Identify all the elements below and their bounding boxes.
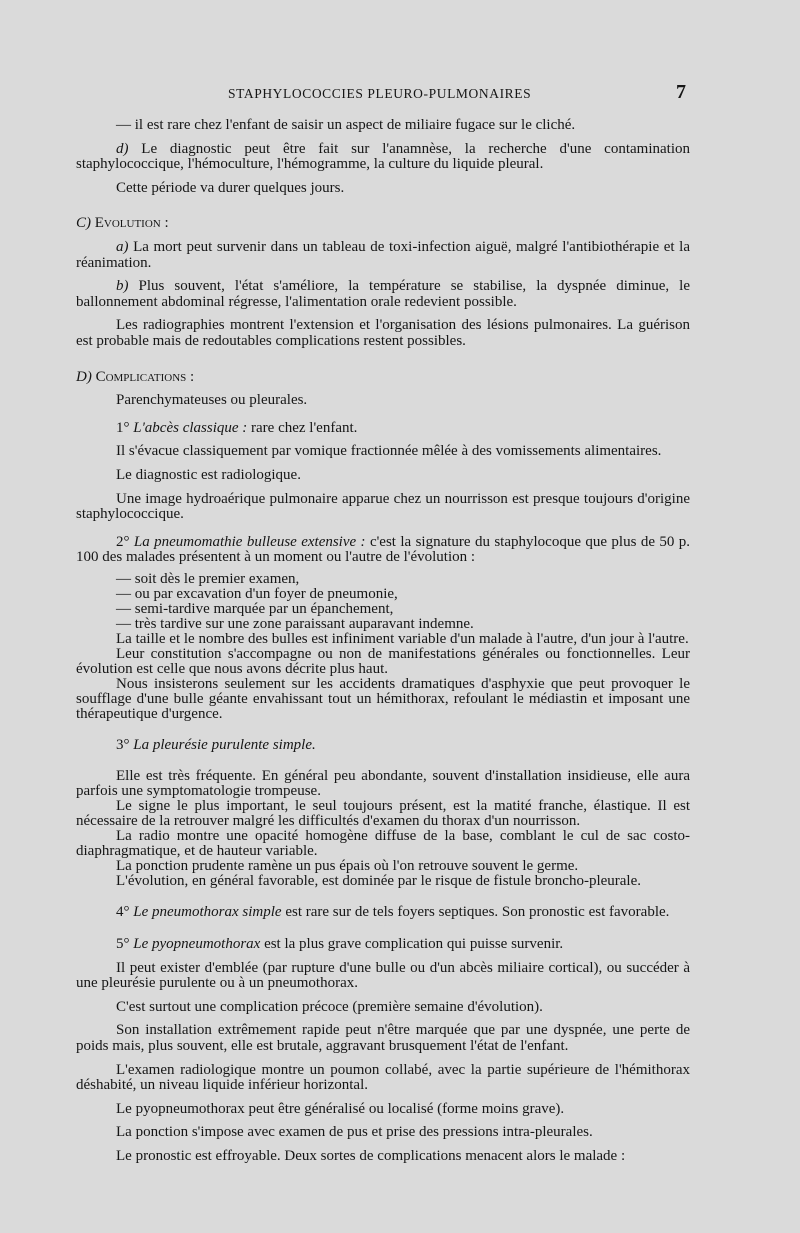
list-item: — semi-tardive marquée par un épanchement, (116, 600, 394, 617)
paragraph-text: Plus souvent, l'état s'améliore, la température se stabilise, la dyspnée diminue, le ballonnement abdominal régresse, l'alimentation orale redevient possible. (76, 278, 690, 310)
paragraph: Nous insisterons seulement sur les accidents dramatiques d'asphyxie que peut provoquer le soufflage d'une bulle géante envahissant tout un hémithorax, refoulant le médiastin et imposant une thérapeutique d'urgence. (76, 675, 690, 722)
paragraph: Leur constitution s'accompagne ou non de manifestations générales ou fonctionnelles. Leur évolution est celle que nous avons décrite plus haut. (76, 645, 690, 677)
paragraph: Cette période va durer quelques jours. (116, 179, 345, 196)
subsection-number: 3° (116, 736, 130, 753)
list-item: — ou par excavation d'un foyer de pneumonie, (116, 585, 398, 602)
list-item: — soit dès le premier examen, (116, 570, 300, 587)
paragraph (76, 279, 690, 310)
subsection-text: est la plus grave complication qui puisse survenir. (260, 936, 564, 953)
paragraph: C'est surtout une complication précoce (première semaine d'évolution). (116, 998, 543, 1015)
paragraph: Les radiographies montrent l'extension et l'organisation des lésions pulmonaires. La guérison est probable mais de redoutables complications restent possibles. (76, 317, 690, 349)
section-letter: C) (76, 215, 91, 232)
paragraph: Elle est très fréquente. En général peu abondante, souvent d'installation insidieuse, elle aura parfois une symptomatologie trompeuse. (76, 768, 690, 800)
subsection-heading (76, 535, 690, 566)
paragraph: Le pronostic est effroyable. Deux sortes de complications menacent alors le malade : (116, 1148, 626, 1164)
item-marker: d) (116, 140, 129, 157)
paragraph: La ponction s'impose avec examen de pus et prise des pressions intra-pleurales. (116, 1124, 593, 1141)
paragraph-text: La mort peut survenir dans un tableau de toxi-infection aiguë, malgré l'antibiothérapie et la réanimation. (76, 238, 690, 271)
subsection-text: est rare sur de tels foyers septiques. Son pronostic est favorable. (281, 904, 670, 921)
paragraph: Le pyopneumothorax peut être généralisé ou localisé (forme moins grave). (116, 1100, 565, 1117)
section-heading-evolution (76, 216, 690, 232)
paragraph: Le signe le plus important, le seul toujours présent, est la matité franche, élastique. Il est nécessaire de la retrouver malgré les difficultés d'examen du thorax d'un nourrisson. (76, 798, 690, 830)
paragraph: La taille et le nombre des bulles est infiniment variable d'un malade à l'autre, d'un jour à l'autre. (116, 630, 689, 647)
paragraph: Son installation extrêmement rapide peut n'être marquée que par une dyspnée, une perte de poids mais, plus souvent, elle est brutale, aggravant brusquement l'état de l'enfant. (76, 1022, 690, 1055)
paragraph: Il peut exister d'emblée (par rupture d'une bulle ou d'un abcès miliaire cortical), ou succéder à une pleurésie purulente ou à un pneumothorax. (76, 959, 690, 992)
running-title: STAPHYLOCOCCIES PLEURO-PULMONAIRES (228, 86, 532, 101)
paragraph: — il est rare chez l'enfant de saisir un aspect de miliaire fugace sur le cliché. (116, 117, 576, 133)
subsection-text: rare chez l'enfant. (247, 419, 358, 436)
subsection-title: La pleurésie purulente simple. (133, 736, 316, 753)
subsection-heading (76, 421, 690, 437)
paragraph (76, 240, 690, 271)
page-number: 7 (676, 81, 686, 103)
subsection-title: Le pneumothorax simple (133, 904, 282, 921)
subsection-number: 5° (116, 936, 130, 953)
paragraph: L'examen radiologique montre un poumon collabé, avec la partie supérieure de l'hémithorax déshabité, un niveau liquide inférieur horizontal. (76, 1061, 690, 1094)
subsection-text: c'est la signature du staphylocoque que plus de 50 p. 100 des malades présentent à un moment ou l'autre de l'évolution : (76, 533, 691, 566)
subsection-heading (76, 905, 690, 921)
subsection-title: La pneumomathie bulleuse extensive : (133, 533, 366, 550)
paragraph: La ponction prudente ramène un pus épais où l'on retrouve souvent le germe. (116, 858, 579, 875)
subsection-number: 1° (116, 419, 130, 436)
list-item: — très tardive sur une zone paraissant auparavant indemne. (116, 615, 474, 632)
dash-list (76, 572, 690, 632)
subsection-number: 4° (116, 904, 130, 921)
paragraph: L'évolution, en général favorable, est dominée par le risque de fistule broncho-pleurale. (116, 873, 641, 890)
paragraph: Une image hydroaérique pulmonaire apparue chez un nourrisson est presque toujours d'origine staphylococcique. (76, 490, 690, 523)
item-marker: a) (116, 238, 129, 255)
item-marker: b) (116, 278, 129, 295)
subsection-title: Le pyopneumothorax (133, 936, 261, 953)
subsection-heading (76, 738, 690, 754)
paragraph (76, 142, 690, 173)
subsection-heading (76, 937, 690, 953)
paragraph: Il s'évacue classiquement par vomique fractionnée mêlée à des vomissements alimentaires. (116, 443, 662, 460)
section-title: Complications : (95, 368, 195, 385)
section-title: Evolution : (94, 215, 169, 232)
paragraph: La radio montre une opacité homogène diffuse de la base, comblant le cul de sac costo-diaphragmatique, et de hauteur variable. (76, 828, 690, 860)
subsection-number: 2° (116, 533, 130, 550)
page-header (0, 81, 800, 108)
subsection-title: L'abcès classique : (133, 419, 248, 436)
paragraph: Le diagnostic est radiologique. (116, 466, 301, 483)
page-body (76, 118, 690, 1165)
section-letter: D) (76, 368, 92, 385)
section-heading-complications (76, 370, 690, 386)
paragraph-text: Le diagnostic peut être fait sur l'anamnèse, la recherche d'une contamination staphylococcique, l'hémoculture, l'hémogramme, la culture du liquide pleural. (76, 140, 690, 173)
paragraph: Parenchymateuses ou pleurales. (116, 392, 308, 409)
